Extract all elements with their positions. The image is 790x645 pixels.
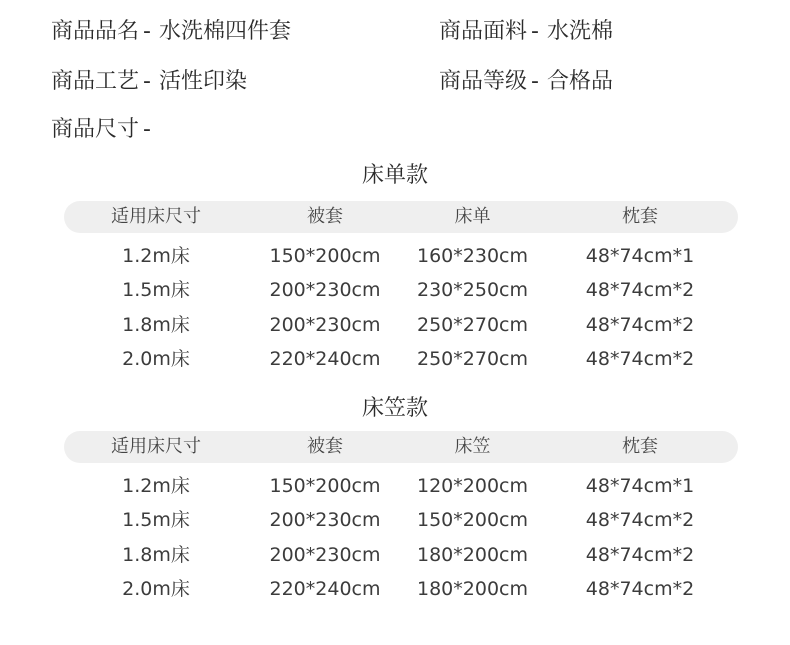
- product-fabric-row: [439, 17, 613, 47]
- table-cell: 250*270cm: [417, 348, 528, 370]
- table-cell: 1.2m床: [122, 475, 190, 497]
- table-cell: 48*74cm*2: [585, 314, 695, 336]
- separator: -: [531, 19, 539, 44]
- table-cell: 1.5m床: [122, 279, 190, 301]
- header-pillowcase: 枕套: [622, 206, 658, 227]
- table-cell: 200*230cm: [269, 314, 381, 336]
- table-cell: 1.2m床: [122, 245, 190, 267]
- table-cell: 220*240cm: [269, 578, 381, 600]
- table-cell: 160*230cm: [417, 245, 528, 267]
- table-cell: 1.8m床: [122, 314, 190, 336]
- product-size-label: 商品尺寸: [51, 117, 140, 142]
- table-cell: 230*250cm: [417, 279, 528, 301]
- header-bed-size: 适用床尺寸: [111, 206, 201, 227]
- header-bed-size: 适用床尺寸: [111, 436, 201, 457]
- product-grade-row: [439, 67, 613, 97]
- table-cell: 200*230cm: [269, 544, 381, 566]
- header-fitted-sheet: 床笠: [454, 436, 491, 457]
- product-grade-value: 合格品: [546, 69, 613, 94]
- product-fabric-label: 商品面料: [439, 19, 528, 44]
- table-cell: 250*270cm: [417, 314, 528, 336]
- table-cell: 48*74cm*1: [585, 475, 695, 497]
- product-grade-label: 商品等级: [439, 69, 528, 94]
- table-cell: 1.5m床: [122, 509, 190, 531]
- product-craft-value: 活性印染: [158, 69, 247, 94]
- table-cell: 2.0m床: [122, 348, 190, 370]
- product-fabric-value: 水洗棉: [546, 19, 613, 44]
- product-name-label: 商品品名: [51, 19, 140, 44]
- table-cell: 220*240cm: [269, 348, 381, 370]
- table-cell: 150*200cm: [269, 245, 381, 267]
- table-cell: 150*200cm: [269, 475, 381, 497]
- table-cell: 48*74cm*1: [585, 245, 695, 267]
- table-cell: 48*74cm*2: [585, 544, 695, 566]
- table-cell: 200*230cm: [269, 279, 381, 301]
- separator: -: [143, 19, 151, 44]
- table-title-sheet: 床单款: [361, 163, 428, 188]
- header-bed-sheet: 床单: [454, 206, 491, 227]
- table-cell: 180*200cm: [417, 578, 528, 600]
- table-cell: 2.0m床: [122, 578, 190, 600]
- table-cell: 48*74cm*2: [585, 578, 695, 600]
- table-cell: 180*200cm: [417, 544, 528, 566]
- separator: -: [143, 117, 151, 142]
- header-pillowcase: 枕套: [622, 436, 658, 457]
- table-cell: 120*200cm: [417, 475, 528, 497]
- header-duvet-cover: 被套: [307, 206, 343, 227]
- product-name-row: [51, 17, 291, 47]
- product-craft-label: 商品工艺: [51, 69, 140, 94]
- product-craft-row: [51, 67, 247, 97]
- table-cell: 48*74cm*2: [585, 279, 695, 301]
- product-size-row: [51, 115, 159, 145]
- table-cell: 150*200cm: [417, 509, 528, 531]
- table-cell: 1.8m床: [122, 544, 190, 566]
- header-duvet-cover: 被套: [307, 436, 343, 457]
- separator: -: [531, 69, 539, 94]
- table-cell: 48*74cm*2: [585, 509, 695, 531]
- table-title-fitted: 床笠款: [361, 396, 428, 421]
- separator: -: [143, 69, 151, 94]
- table-cell: 48*74cm*2: [585, 348, 695, 370]
- table-cell: 200*230cm: [269, 509, 381, 531]
- product-name-value: 水洗棉四件套: [158, 19, 291, 44]
